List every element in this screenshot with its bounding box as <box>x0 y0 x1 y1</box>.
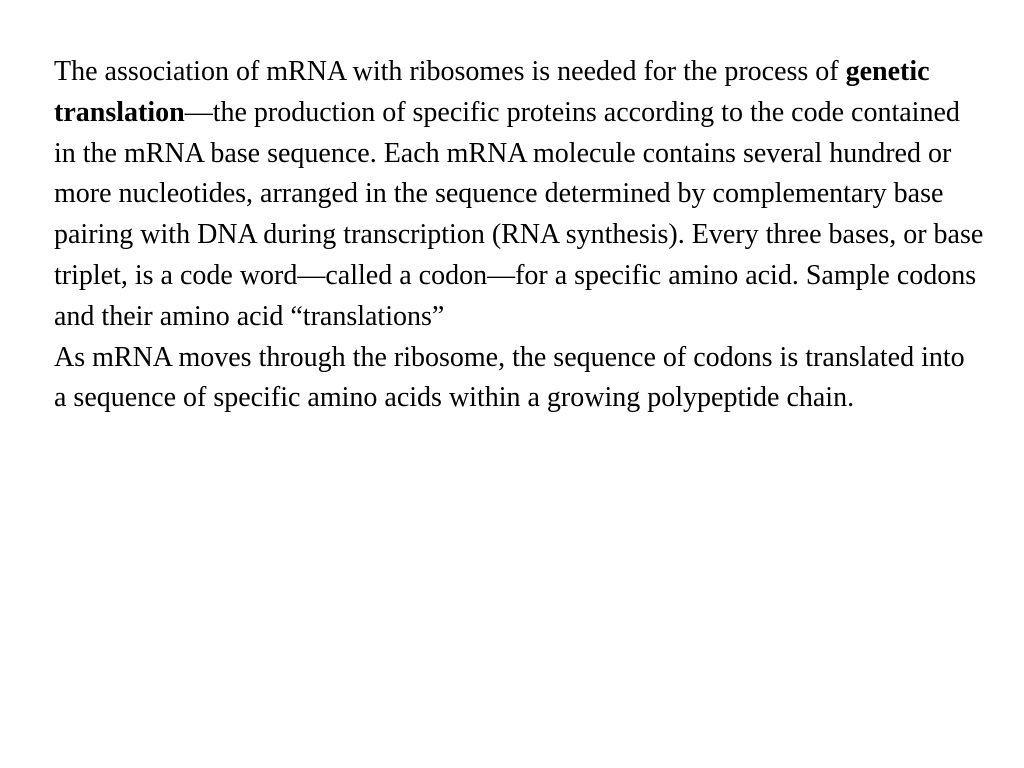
slide-text-block <box>54 52 984 419</box>
paragraph-body-text: —the production of specific proteins according to the code contained in the mRNA base sequence. Each mRNA molecule contains several hundred or more nucleotides, arranged in the sequence determined by complementary base pairing with DNA during transcription (RNA synthesis). Every three bases, or base triplet, is a code word—called a codon—for a specific amino acid. Sample codons and their amino acid “translations” <box>54 96 984 332</box>
paragraph-mrna-movement: As mRNA moves through the ribosome, the sequence of codons is translated into a sequence of specific amino acids within a growing polypeptide chain. <box>54 341 965 414</box>
paragraph-translation-overview <box>54 52 984 338</box>
genetic-translation-term: genetic translation <box>54 56 930 128</box>
paragraph-lead-text: The association of mRNA with ribosomes is needed for the process of <box>54 56 846 87</box>
